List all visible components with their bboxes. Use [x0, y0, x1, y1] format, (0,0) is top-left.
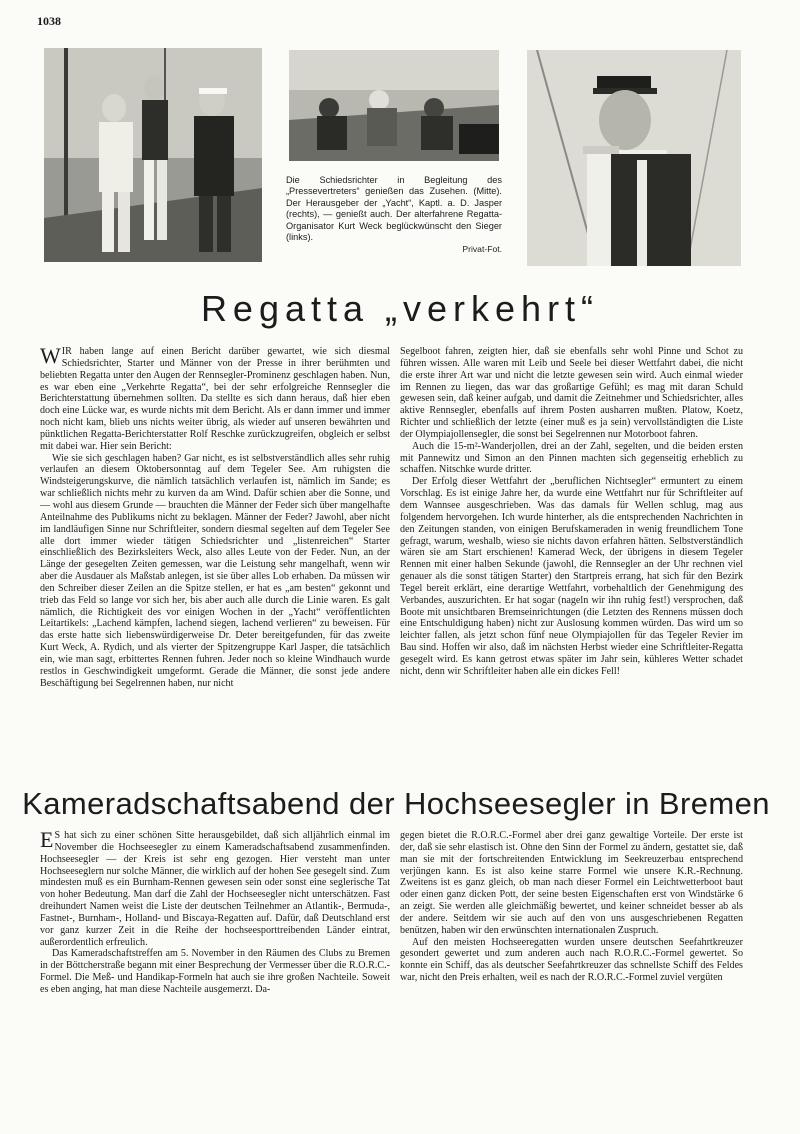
- photo-middle-image: [289, 50, 499, 161]
- article1-paragraph: Der Erfolg dieser Wettfahrt der „beruflichen Nichtsegler“ ermuntert zu einem Vorschlag. Es ist einige Jahre her, da wurde eine Wettfahrt nur für Schriftleiter auf dem Wannsee ausgeschrieben. Was das damals für Wellen schlug, mag aus folgendem hervorgehen. Ich wurde hinterher, als die entsprechenden Nachrichten in den Zeitungen standen, von einigen Berufskameraden in wenig freundlichem Tone gefragt, warum, weshalb, wieso sie nichts davon erfahren hätten. Selbstverständlich wären sie am Start erschienen! Kamerad Weck, der übrigens in diesem Tegeler Rennen mit einer halben Sekunde (jawohl, die Rennsegler an der Uhr rechnen viel genauer als die sonst tätigen Starter) den Startpreis errang, hat sich für den Bezirk Tegel bereit erklärt, eine derartige Wettfahrt, vorbehaltlich der Genehmigung des Verbandes, auszurichten. Er hat sogar (nageln wir ihn ruhig fest!) versprochen, daß Boote mit unsichtbaren Bremseinrichtungen (die Letzten des Rennens müssen doch eine Entschuldigung haben) nicht zur Auslosung kommen würden. Das wird um so leichter fallen, als jetzt schon fünf neue Olympiajollen für das Tegeler Revier im Bau sind. Hoffen wir also, daß im nächsten Herbst wieder eine Schriftleiter-Regatta gesegelt wird. Es kann getrost etwas später im Jahr sein, kühleres Wetter schadet nicht, denn wir Schriftleiter haben alle ein dickes Fell!: [400, 476, 743, 677]
- article2-column-right: [400, 830, 743, 984]
- photo-middle: [289, 50, 499, 161]
- article2-text: S hat sich zu einer schönen Sitte herausgebildet, daß sich alljährlich einmal im November die Hochseesegler zu einem Kameradschaftsabend zusammenfinden. Hochseesegler — der Kreis ist sehr eng gezogen. Hier versteht man unter Hochseeseglern nur solche Männer, die wirklich auf der hohen See gesegelt sind. Zum mindesten muß es ein Burnham-Rennen gewesen sein oder sonst eine seglerische Tat von hoher Bedeutung. Man darf die Zahl der Hochseesegler nicht unterschätzen. Fast dreihundert Namen weist die Liste der deutschen Teilnehmer an Atlantik-, Bermuda-, Fastnet-, Burnham-, Holland- und Biscaya-Regatten auf. Dafür, daß Deutschland erst vor ganz kurzer Zeit in die Reihe der hochseesporttreibenden Länder eintrat, außerordentlich erfreulich.: [40, 830, 390, 948]
- page-number: 1038: [37, 14, 61, 28]
- article2-paragraph: [40, 827, 390, 948]
- photo-left: [44, 48, 262, 262]
- photo-credit: Privat-Fot.: [462, 244, 502, 254]
- article-title-regatta: Regatta „verkehrt“: [200, 288, 600, 329]
- article1-text: IR haben lange auf einen Bericht darüber gewartet, wie sich diesmal Schiedsrichter, Starter und Männer von der Presse in ihrer berühmten und beliebten Regatta unter den Augen der Rennsegler-Prominenz geschlagen haben. Nun, es war eben eine „Verkehrte Regatta“, bei der sehr erfolgreiche Rennsegler die Berichterstattung übernehmen sollten. Da stellte es sich dann heraus, daß hier eben doch eine Lücke war, es wurde nichts mit dem Bericht. Als er dann immer und immer noch nicht kam, blieb uns nichts weiter übrig, als wieder auf unseren bewährten und pünktlichen Regatta-Berichterstatter Rolf Reschke zurückzugreifen, obgleich er selbst mit dabei war. Hier sein Bericht:: [40, 346, 390, 452]
- article-title-hochseesegler: Kameradschaftsabend der Hochseesegler in Bremen: [22, 786, 770, 821]
- photo-right-image: [527, 50, 741, 266]
- article1-paragraph: Wie sie sich geschlagen haben? Gar nicht, es ist selbstverständlich alles sehr ruhig verlaufen an diesem Oktobersonntag auf dem Tegeler See. Am ruhigsten die Windsteigerungskurve, die nämlich tatsächlich verlaufen ist, nämlich im Sande; es war schließlich nichts mehr zu kurven da am Wind. Dafür schien aber die Sonne, und — wohl aus diesem Grunde — brauchten die Männer der Feder sich über mangelhafte Anteilnahme des Publikums nicht zu beklagen. Männer der Feder? Jawohl, aber nicht im landläufigen Sinne nur Schriftleiter, sondern diesmal segelten auf dem Tegeler See alle dort immer wieder tätigen Schiedsrichter und „listenreichen“ Starter einschließlich des Bezirksleiters Weck, also alles Leute von der Feder. Nun, an der Länge der gesegelten Zeiten gemessen, war die Leistung sehr mangelhaft, wenn wir aber die Ausdauer als Maßstab anlegen, ist sie über alles Lob erhaben. Da müssen wir den Schreiber dieser Zeilen an die Spitze stellen, er hat es „am besten“ gekonnt und trieb das Feld so lange vor sich her, bis aber auch alle durch die Linie waren. Es galt nämlich, die Richtigkeit des vor einigen Wochen in der „Yacht“ veröffentlichten Leitartikels: „Lachend kämpfen, lachend siegen, lachend verlieren“ zu beweisen. Für das erste hatte sich liebenswürdigerweise Dr. Deter bereitgefunden, für das zweite Kurt Weck, A. Rydich, und als vierter der Spitzengruppe Karl Jasper, die tatsächlich ein, wie man sagt, erbittertes Rennen fuhren. Jeder noch so kleine Windhauch wurde restlos in Geschwindigkeit umgeformt. Gerade die Männer, die sonst jede andere Beschäftigung bei Segelrennen haben, nur nicht: [40, 452, 390, 689]
- photo-right: [527, 50, 741, 266]
- article2-column-left: [40, 827, 390, 996]
- article2-paragraph: Das Kameradschaftstreffen am 5. November in den Räumen des Clubs zu Bremen in der Böttcherstraße begann mit einer Besprechung der Vermesser über die R.O.R.C.-Formel. Die Meß- und Handikap-Formeln hat auch sie ihre großen Nachteile. Soweit es eben anging, hat man diese Nachteile ausgemerzt. Da-: [40, 948, 390, 995]
- article1-paragraph: [40, 343, 390, 453]
- article1-paragraph: Auch die 15-m²-Wanderjollen, drei an der Zahl, segelten, und die beiden ersten mit Pannewitz und Simon an den Pinnen machten sich gegenseitig erheblich zu schaffen. Nitschke wurde dritter.: [400, 440, 743, 476]
- photo-left-image: [44, 48, 262, 262]
- article2-paragraph: Auf den meisten Hochseeregatten wurden unsere deutschen Seefahrtkreuzer gesondert gewertet und zum anderen auch nach R.O.R.C.-Formel gewertet. So konnte ein Schiff, das als deutscher Seefahrtkreuzer das schnellste Schiff des Feldes war, nicht den Preis erhalten, weil es nach der R.O.R.C.-Formel zuviel vergüten: [400, 936, 743, 984]
- dropcap: W: [40, 343, 61, 368]
- article1-column-right: [400, 346, 743, 678]
- article2-paragraph: gegen bietet die R.O.R.C.-Formel aber drei ganz gewaltige Vorteile. Der erste ist der, daß sie sehr elastisch ist. Ohne den Sinn der Formel zu ändern, gestattet sie, daß man sie mit der fortschreitenden Entwicklung im Seekreuzerbau entsprechend verjüngen kann. Es ist also keine starre Formel wie unsere K.R.-Rechnung. Zweitens ist es ganz gleich, ob man nach dieser Formel ein Leichtwetterboot baut oder einen ganz dicken Pott, der seine besten Eigenschaften erst von Windstärke 6 an zeigt. Sie werden alle gleichmäßig bewertet, und keiner schneidet besser ab als der andere. Seitdem wir sie auch auf den von uns ausgeschriebenen Regatten benützen, haben wir den erwünschten internationalen Zuspruch.: [400, 830, 743, 936]
- dropcap: E: [40, 827, 54, 852]
- article1-paragraph: Segelboot fahren, zeigten hier, daß sie ebenfalls sehr wohl Pinne und Schot zu führen wissen. Alle waren mit Leib und Seele bei dieser Wettfahrt dabei, die nicht die erste ihrer Art war und nicht die letzte gewesen sein wird. Auch einmal wieder im Rennen zu liegen, das war das großartige Gefühl; es mag mit daran Schuld gewesen sein, daß keiner aufgab, und damit die Zeitnehmer und Schiedsrichter, alles aktive Rennsegler, ebenfalls auf ihrem Posten ausharren mußten. Platow, Koetz, Richter und schließlich der letzte (einer muß es ja sein) vervollständigten die Liste der Olympiajollensegler, die sonst bei Segelrennen nur Motorboot fahren.: [400, 346, 743, 440]
- photo-caption: Die Schiedsrichter in Begleitung des „Pressevertreters“ genießen das Zusehen. (Mitte). Der Herausgeber der „Yacht“, Kaptl. a. D. Jasper (rechts), — genießt auch. Der alterfahrene Regatta-Organisator Kurt Weck beglückwünscht den Sieger (links).: [286, 175, 502, 243]
- article1-column-left: [40, 343, 390, 689]
